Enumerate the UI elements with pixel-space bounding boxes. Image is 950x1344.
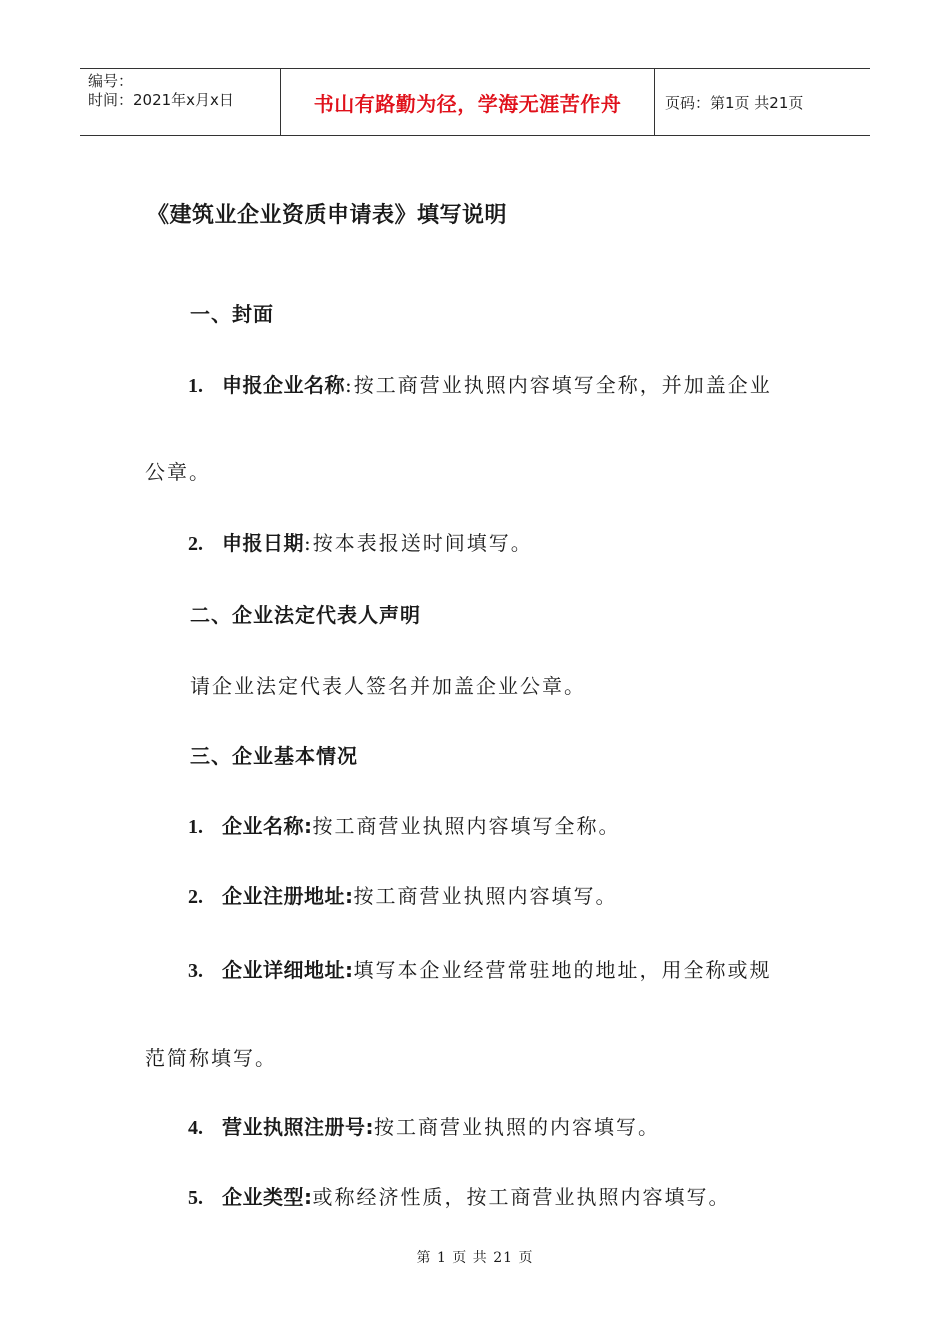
motto-text: 书山有路勤为径，学海无涯苦作舟 <box>313 91 622 116</box>
list-item <box>188 810 621 839</box>
header-motto-cell <box>281 69 655 135</box>
list-item <box>188 880 618 909</box>
section-heading-cover: 一、封面 <box>190 302 274 326</box>
item-number: 2. <box>188 533 203 555</box>
code-label: 编号： <box>88 72 134 90</box>
paragraph: 请企业法定代表人签名并加盖企业公章。 <box>190 674 586 698</box>
page-footer: 第 1 页 共 21 页 <box>416 1250 534 1266</box>
item-label: 企业类型: <box>222 1185 313 1209</box>
item-label: 企业详细地址: <box>222 958 354 982</box>
list-item <box>188 1111 660 1140</box>
document-header <box>80 68 870 136</box>
time-label: 时间：2021年x月x日 <box>88 91 234 109</box>
list-item <box>188 1181 731 1210</box>
item-text: 或称经济性质，按工商营业执照内容填写。 <box>312 1185 731 1209</box>
item-label: 申报日期 <box>222 531 304 555</box>
item-text: 按工商营业执照内容填写。 <box>353 884 618 908</box>
item-number: 5. <box>188 1187 203 1209</box>
item-continuation: 公章。 <box>145 460 211 484</box>
list-item <box>188 954 772 983</box>
list-item <box>188 527 533 556</box>
header-meta-cell <box>80 69 281 135</box>
item-text: :按工商营业执照内容填写全称，并加盖企业 <box>345 373 772 397</box>
document-title: 《建筑业企业资质申请表》填写说明 <box>147 203 508 228</box>
item-label: 企业注册地址: <box>222 884 354 908</box>
item-number: 1. <box>188 816 203 838</box>
item-text: 填写本企业经营常驻地的地址，用全称或规 <box>353 958 772 982</box>
section-heading-declaration: 二、企业法定代表人声明 <box>190 603 421 627</box>
item-continuation: 范简称填写。 <box>145 1046 277 1070</box>
page-info: 页码：第1页 共21页 <box>665 93 804 112</box>
item-number: 1. <box>188 375 203 397</box>
list-item <box>188 369 772 398</box>
item-text: 按工商营业执照内容填写全称。 <box>312 814 621 838</box>
section-heading-basic-info: 三、企业基本情况 <box>190 744 358 768</box>
item-label: 企业名称: <box>222 814 313 838</box>
item-text: :按本表报送时间填写。 <box>304 531 533 555</box>
item-label: 营业执照注册号: <box>222 1115 374 1139</box>
item-label: 申报企业名称 <box>222 373 345 397</box>
item-text: 按工商营业执照的内容填写。 <box>374 1115 660 1139</box>
header-page-cell <box>655 69 870 135</box>
item-number: 2. <box>188 886 203 908</box>
item-number: 4. <box>188 1117 203 1139</box>
item-number: 3. <box>188 960 203 982</box>
